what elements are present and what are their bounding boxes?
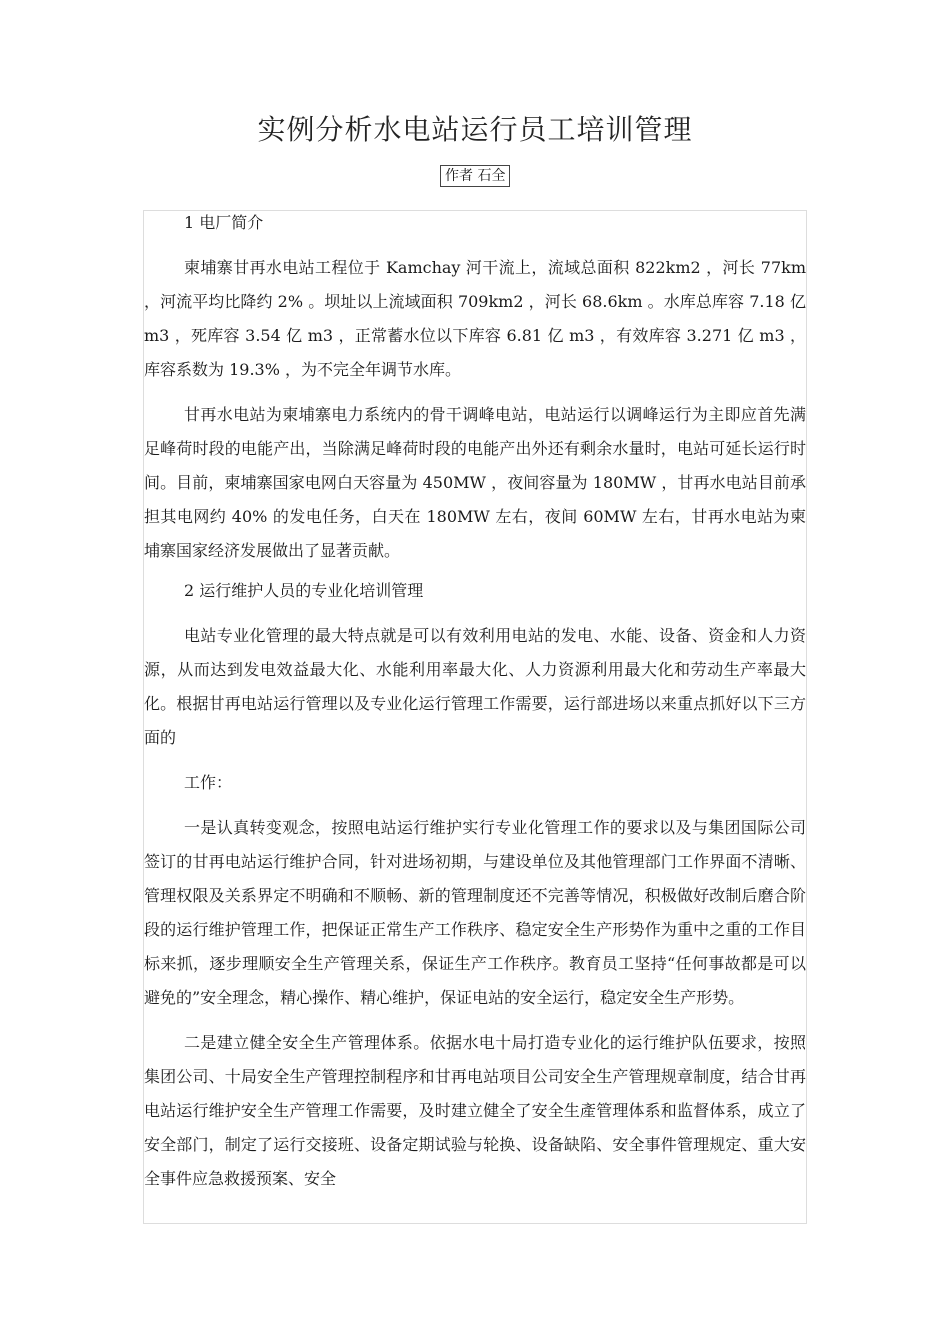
document-title: 实例分析水电站运行员工培训管理 <box>257 113 693 146</box>
paragraph-specialized-management: 电站专业化管理的最大特点就是可以有效利用电站的发电、水能、设备、资金和人力资源，从而达到发电效益最大化、水能利用率最大化、人力资源利用最大化和劳动生产率最大化。根据甘再电站运行管理以及专业化运行管理工作需要，运行部进场以来重点抓好以下三方面的 <box>144 626 806 747</box>
paragraph-point-two: 二是建立健全安全生产管理体系。依据水电十局打造专业化的运行维护队伍要求，按照集团公司、十局安全生产管理控制程序和甘再电站项目公司安全生产管理规章制度，结合甘再电站运行维护安全生产管理工作需要，及时建立健全了安全生產管理体系和监督体系，成立了安全部门，制定了运行交接班、设备定期试验与轮换、设备缺陷、安全事件管理规定、重大安全事件应急救援预案、安全 <box>144 1033 806 1188</box>
paragraph-point-one: 一是认真转变观念，按照电站运行维护实行专业化管理工作的要求以及与集团国际公司签订的甘再电站运行维护合同，针对进场初期，与建设单位及其他管理部门工作界面不清晰、管理权限及关系界定不明确和不顺畅、新的管理制度还不完善等情况，积极做好改制后磨合阶段的运行维护管理工作，把保证正常生产工作秩序、稳定安全生产形势作为重中之重的工作目标来抓，逐步理顺安全生产管理关系，保证生产工作秩序。教育员工坚持“任何事故都是可以避免的”安全理念，精心操作、精心维护，保证电站的安全运行，稳定安全生产形势。 <box>144 818 806 1007</box>
paragraph-work-label: 工作： <box>184 773 233 792</box>
paragraph-project-overview: 柬埔寨甘再水电站工程位于 Kamchay 河干流上，流域总面积 822km2 ，河长 77km ，河流平均比降约 2% 。坝址以上流域面积 709km2 ，河长 68.6km 。水库总库容 7.18 亿 m3 ，死库容 3.54 亿 m3 ，正常蓄水位以下库容 6.81 亿 m3 ，有效库容 3.271 亿 m3 ，库容系数为 19.3% ，为不完全年调节水库。 <box>144 258 806 379</box>
section-heading-training: 2 运行维护人员的专业化培训管理 <box>184 581 424 600</box>
author-byline: 作者 石全 <box>440 165 510 187</box>
paragraph-peak-regulation: 甘再水电站为柬埔寨电力系统内的骨干调峰电站，电站运行以调峰运行为主即应首先满足峰荷时段的电能产出，当除满足峰荷时段的电能产出外还有剩余水量时，电站可延长运行时间。目前，柬埔寨国家电网白天容量为 450MW ，夜间容量为 180MW ，甘再水电站目前承担其电网约 40% 的发电任务，白天在 180MW 左右，夜间 60MW 左右，甘再水电站为柬埔寨国家经济发展做出了显著贡献。 <box>144 405 806 560</box>
document-body <box>143 210 807 1224</box>
section-heading-intro: 1 电厂简介 <box>184 213 264 232</box>
